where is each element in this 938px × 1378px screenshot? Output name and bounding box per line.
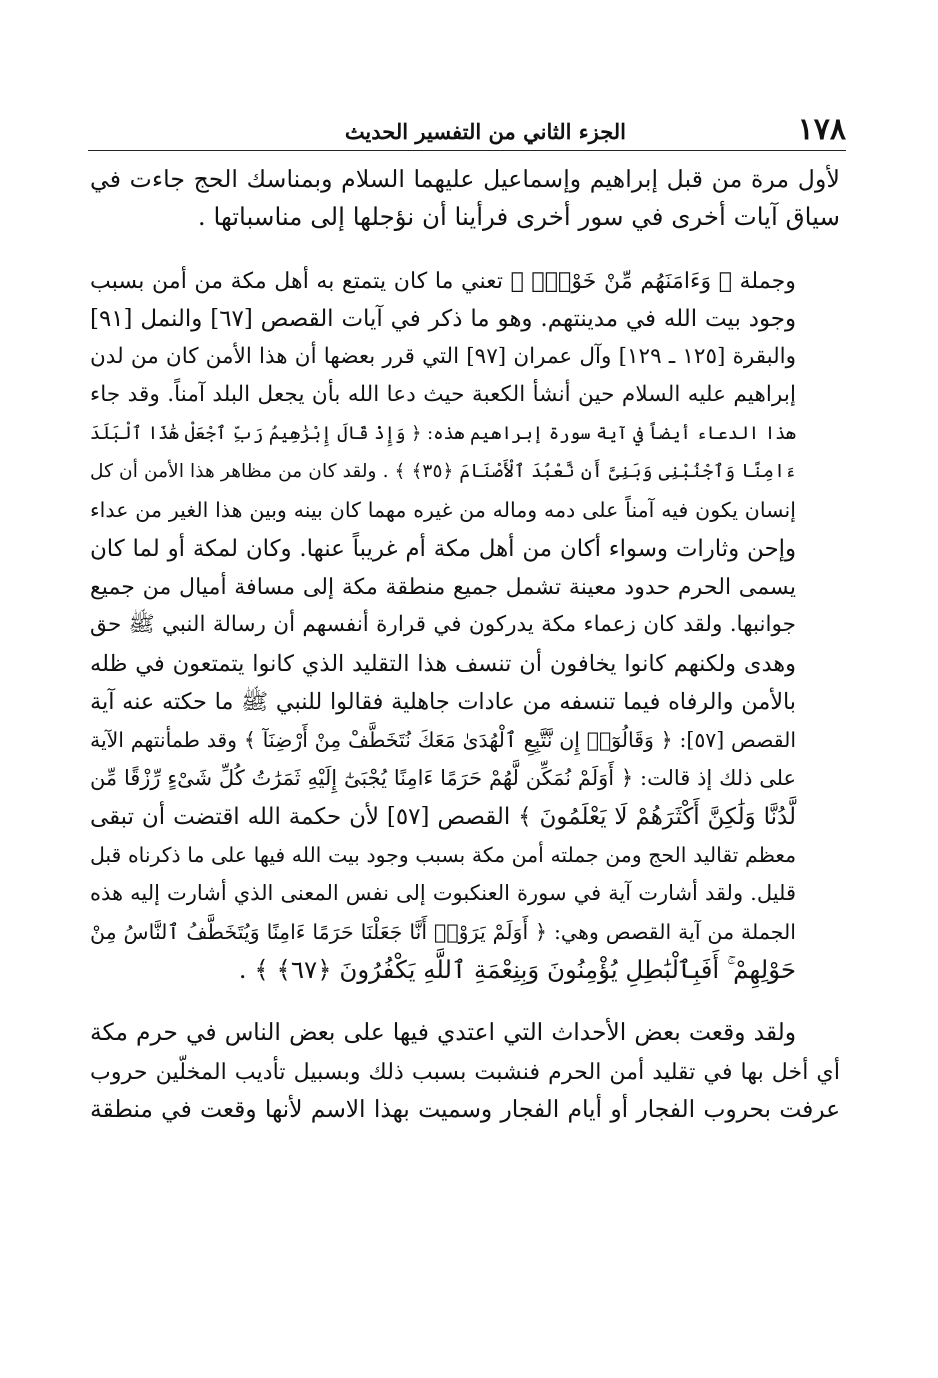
text-line: على ذلك إذ قالت: ﴿ أَوَلَمْ نُمَكِّن لَّهُمْ حَرَمًا ءَامِنًا يُجْبَىٰٓ إِلَيْهِ ثَمَرَٰتُ كُلِّ شَىْءٍ رِّزْقًا مِّن (90, 766, 796, 791)
text-line: حَوْلِهِمْ ۚ أَفَبِٱلْبَٰطِلِ يُؤْمِنُونَ وَبِنِعْمَةِ ٱللَّهِ يَكْفُرُونَ ﴿٦٧﴾ ﴾ . (238, 954, 796, 984)
text-line: ولقد وقعت بعض الأحداث التي اعتدي فيها على بعض الناس في حرم مكة (90, 1019, 796, 1047)
page-header (88, 112, 846, 152)
text-line: وجملة ﴿ وَءَامَنَهُم مِّنْ خَوْفٍۭ ﴾ تعني ما كان يتمتع به أهل مكة من أمن بسبب (90, 267, 796, 294)
text-line: يسمى الحرم حدود معينة تشمل جميع منطقة مكة إلى مسافة أميال من جميع (90, 573, 796, 600)
text-line: إنسان يكون فيه آمناً على دمه وماله من غيره مهما كان بينه وبين هذا الغير من عداء (90, 498, 796, 523)
text-line: أي أخل بها في تقليد أمن الحرم فنشبت بسبب ذلك وبسبيل تأديب المخلّين حروب (90, 1058, 840, 1085)
text-line: سياق آيات أخرى في سور أخرى فرأينا أن نؤجلها إلى مناسباتها . (197, 202, 840, 232)
text-line: القصص [٥٧]: ﴿ وَقَالُوٓا۟ إِن نَّتَّبِعِ ٱلْهُدَىٰ مَعَكَ نُتَخَطَّفْ مِنْ أَرْضِنَآ ﴾ وقد طمأنتهم الآية (90, 728, 796, 753)
text-line: وإحن وثارات وسواء أكان من أهل مكة أم غريباً عنها. وكان لمكة أو لما كان (90, 535, 796, 562)
text-line: لَّدُنَّا وَلَٰكِنَّ أَكْثَرَهُمْ لَا يَعْلَمُونَ ﴾ القصص [٥٧] لأن حكمة الله اقتضت أن تبقى (90, 803, 796, 830)
text-line: والبقرة [١٢٥ ـ ١٢٩] وآل عمران [٩٧] التي قرر بعضها أن هذا الأمن كان من لدن (90, 344, 797, 370)
text-line: لأول مرة من قبل إبراهيم وإسماعيل عليهما السلام وبمناسك الحج جاءت في (90, 165, 840, 193)
text-line: بالأمن والرفاه فيما تنسفه من عادات جاهلية فقالوا للنبي ﷺ ما حكته عنه آية (90, 688, 796, 715)
text-line: قليل. ولقد أشارت آية في سورة العنكبوت إلى نفس المعنى الذي أشارت إليه هذه (90, 881, 796, 906)
body-text (90, 160, 840, 1129)
running-title: الجزء الثاني من التفسير الحديث (344, 119, 626, 144)
paragraph-2 (90, 262, 840, 990)
text-line: عرفت بحروب الفجار أو أيام الفجار وسميت بهذا الاسم لأنها وقعت في منطقة (90, 1095, 840, 1123)
paragraph-3 (90, 1014, 840, 1129)
header-rule (88, 150, 846, 151)
paragraph-1 (90, 160, 840, 237)
text-line: ءَامِنًا وَٱجْنُبْنِى وَبَنِىَّ أَن نَّعْبُدَ ٱلْأَصْنَامَ ﴿٣٥﴾ ﴾ . ولقد كان من مظاهر هذا الأمن أن كل (90, 461, 796, 483)
text-line: هذا الدعاء أيضاً في آية سورة إبراهيم هذه: ﴿ وَإِذْ قَالَ إِبْرَٰهِيمُ رَبِّ ٱجْعَلْ هَٰذَا ٱلْبَلَدَ (89, 422, 796, 444)
text-line: إبراهيم عليه السلام حين أنشأ الكعبة حيث دعا الله بأن يجعل البلد آمناً. وقد جاء (90, 382, 796, 408)
page-number: ١٧٨ (797, 112, 846, 147)
text-line: الجملة من آية القصص وهي: ﴿ أَوَلَمْ يَرَوْا۟ أَنَّا جَعَلْنَا حَرَمًا ءَامِنًا وَيُتَخَطَّفُ ٱلنَّاسُ مِنْ (90, 919, 796, 944)
text-line: وهدى ولكنهم كانوا يخافون أن تنسف هذا التقليد الذي كانوا يتمتعون في ظله (90, 650, 796, 677)
text-line: جوانبها. ولقد كان زعماء مكة يدركون في قرارة أنفسهم أن رسالة النبي ﷺ حق (90, 612, 796, 638)
text-line: معظم تقاليد الحج ومن جملته أمن مكة بسبب وجود بيت الله فيها على ما ذكرناه قبل (90, 843, 796, 868)
text-line: وجود بيت الله في مدينتهم. وهو ما ذكر في آيات القصص [٦٧] والنمل [٩١] (90, 305, 797, 332)
